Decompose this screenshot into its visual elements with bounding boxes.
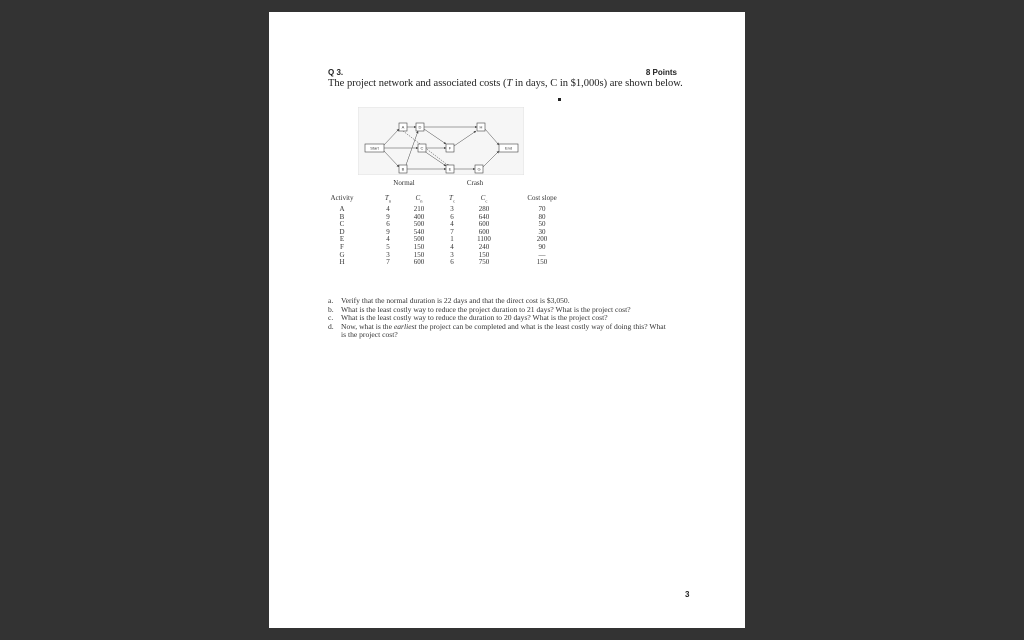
question-text: Now, what is the [341, 321, 394, 331]
question-item [328, 323, 668, 340]
node-label-f: F [448, 145, 452, 151]
project-network-diagram [358, 107, 524, 175]
question-intro: The project network and associated costs (T in days, C in $1,000s) are shown below. [328, 78, 683, 89]
table-cell-cc: 600 [478, 220, 490, 229]
table-cell-activity: C [339, 220, 345, 229]
question-text: Verify that the normal duration is 22 days and that the direct cost is $3,050. [341, 296, 570, 305]
table-group-crash: Crash [466, 179, 484, 187]
table-cell-cn: 540 [413, 227, 425, 236]
question-label: d. [328, 321, 334, 331]
table-cell-tc: 6 [450, 212, 454, 221]
table-cell-tc: 6 [450, 258, 454, 267]
stray-mark [558, 98, 561, 101]
question-label: b. [328, 304, 334, 314]
table-cell-cc: 750 [478, 258, 490, 267]
table-cell-activity: H [339, 258, 345, 267]
table-cell-tc: 3 [450, 250, 454, 259]
table-cell-cc: 240 [478, 242, 490, 251]
table-cell-activity: D [339, 227, 345, 236]
question-emphasis: earliest [393, 321, 417, 331]
header-cc: $C_c$ [480, 194, 488, 204]
table-cell-tn: 4 [386, 235, 390, 244]
table-cell-tc: 3 [450, 205, 454, 213]
table-cell-slope: — [538, 250, 546, 259]
document-page [269, 12, 745, 628]
table-cell-tc: 4 [450, 220, 454, 229]
table-cell-activity: B [339, 212, 345, 221]
column-cc [477, 206, 491, 267]
table-cell-cc: 1100 [477, 235, 491, 244]
question-text: the project can be completed and what is the least costly way of doing this? What is the project cost? [341, 321, 666, 340]
node-label-b: B [401, 166, 405, 172]
table-cell-activity: G [339, 250, 345, 259]
node-label-h: H [479, 124, 483, 130]
table-cell-cc: 640 [478, 212, 490, 221]
header-tc: $T_c$ [449, 194, 455, 204]
table-cell-cn: 400 [413, 212, 425, 221]
table-cell-tn: 9 [386, 227, 390, 236]
table-cell-activity: E [339, 235, 345, 244]
table-cell-tc: 7 [450, 227, 454, 236]
table-group-normal: Normal [393, 179, 415, 187]
question-text: What is the least costly way to reduce the duration to 20 days? What is the project cost? [341, 313, 608, 323]
table-cell-slope: 200 [536, 235, 548, 244]
table-cell-tn: 9 [386, 212, 390, 221]
column-tc [450, 206, 454, 267]
table-cell-slope: 80 [538, 212, 546, 221]
table-cell-tc: 1 [450, 235, 454, 244]
node-label-e: E [448, 166, 452, 172]
question-text: What is the least costly way to reduce the project duration to 21 days? What is the project cost? [341, 304, 631, 314]
node-label-a: A [401, 124, 405, 130]
table-cell-cn: 150 [413, 242, 425, 251]
table-cell-cc: 150 [478, 250, 490, 259]
table-cell-tn: 5 [386, 242, 390, 251]
question-number: Q 3. [328, 68, 344, 77]
question-points: 8 Points [645, 68, 677, 77]
column-cost-slope [537, 206, 548, 267]
table-cell-cn: 600 [413, 258, 425, 267]
question-label: c. [328, 313, 334, 323]
table-cell-tn: 3 [386, 250, 390, 259]
header-cn: $C_n$ [415, 194, 423, 204]
table-cell-slope: 50 [538, 220, 546, 229]
table-cell-tc: 4 [450, 242, 454, 251]
node-label-d: D [418, 124, 422, 130]
table-cell-cc: 600 [478, 227, 490, 236]
node-label-c: C [420, 145, 424, 151]
column-cn [414, 206, 425, 267]
table-cell-cn: 150 [413, 250, 425, 259]
column-activity [339, 206, 344, 267]
table-cell-tn: 7 [386, 258, 390, 267]
header-tn: $T_n$ [384, 194, 392, 204]
table-cell-slope: 90 [538, 242, 546, 251]
header-activity: Activity [330, 194, 354, 202]
column-tn [386, 206, 390, 267]
node-label-end: End [504, 145, 513, 151]
table-cell-slope: 150 [536, 258, 548, 267]
table-cell-cc: 280 [478, 205, 490, 213]
node-label-g: G [477, 166, 481, 172]
table-cell-tn: 4 [386, 205, 390, 213]
table-cell-activity: A [339, 205, 345, 213]
page-number: 3 [685, 590, 690, 599]
table-cell-tn: 6 [386, 220, 390, 229]
table-cell-cn: 500 [413, 220, 425, 229]
activity-cost-table [317, 180, 577, 284]
question-label: a. [328, 296, 334, 305]
table-cell-slope: 30 [538, 227, 546, 236]
header-cost-slope: Cost slope [527, 194, 557, 202]
table-cell-cn: 500 [413, 235, 425, 244]
table-cell-slope: 70 [538, 205, 546, 213]
question-list [328, 297, 668, 340]
table-cell-activity: F [340, 242, 344, 251]
node-label-start: Start [370, 145, 379, 151]
table-cell-cn: 210 [413, 205, 425, 213]
